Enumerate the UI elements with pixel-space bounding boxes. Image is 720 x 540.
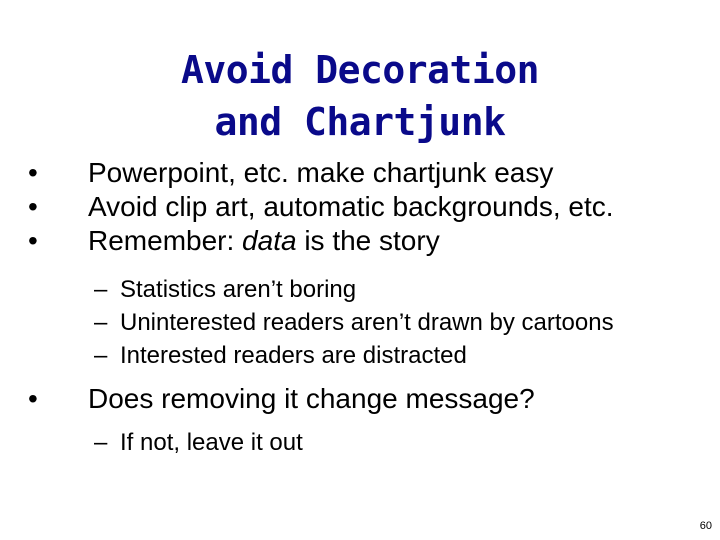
sub-bullet-marker: – [94,342,108,369]
bullet-marker: • [28,225,38,256]
bullet-list [28,156,718,459]
sub-bullet-marker: – [94,309,108,336]
title-line-2: and Chartjunk [214,100,506,144]
bullet-marker: • [28,157,38,188]
bullet-text: Powerpoint, etc. make chartjunk easy [88,157,554,188]
sub-bullet-text: If not, leave it out [120,429,303,456]
sub-bullet-item [28,339,718,372]
sub-bullet-marker: – [94,429,108,456]
slide-title [0,44,720,148]
sub-bullet-text: Uninterested readers aren’t drawn by cartoons [120,309,614,336]
bullet-item [28,382,718,416]
bullet-text: Does removing it change message? [88,383,535,414]
sub-bullet-text: Interested readers are distracted [120,342,467,369]
bullet-marker: • [28,191,38,222]
bullet-text: Avoid clip art, automatic backgrounds, etc. [88,191,614,222]
sub-bullet-marker: – [94,276,108,303]
title-line-1: Avoid Decoration [180,48,540,92]
sub-bullet-item [28,306,718,339]
page-number: 60 [699,520,712,532]
sub-bullet-item [28,426,718,459]
sub-bullet-text: Statistics aren’t boring [120,276,357,303]
bullet-item [28,190,718,224]
sub-bullet-item [28,273,718,306]
bullet-item [28,156,718,190]
bullet-text-suffix: is the story [296,225,440,256]
bullet-text-prefix: Remember: [88,225,243,256]
bullet-text-emphasis: data [242,225,297,256]
bullet-marker: • [28,383,38,414]
bullet-item [28,224,718,258]
